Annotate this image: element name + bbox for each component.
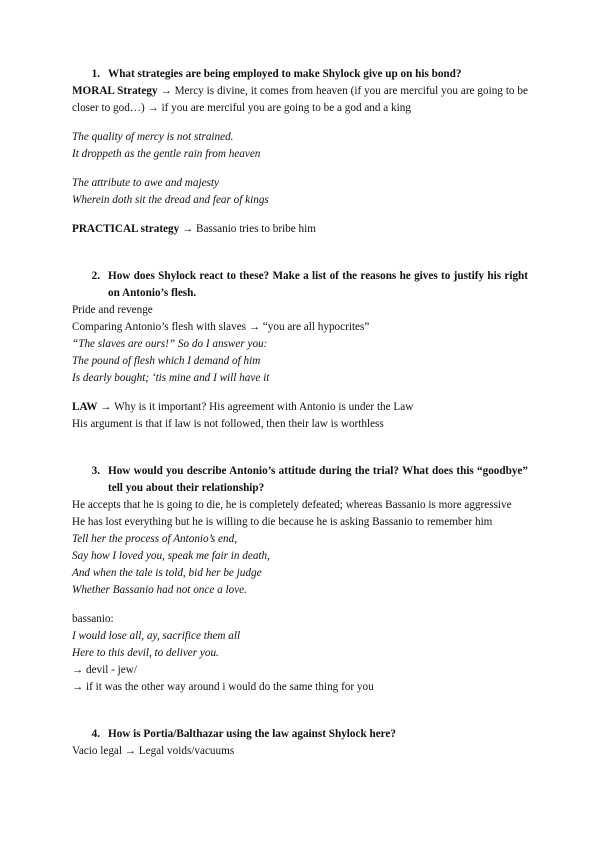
question-2 <box>72 268 528 302</box>
moral-strategy-paragraph <box>72 83 528 117</box>
quote-line: “The slaves are ours!” So do I answer you: <box>72 338 268 350</box>
note-line: → devil - jew/ <box>72 664 137 676</box>
question-4 <box>72 726 528 743</box>
law-paragraph <box>72 399 528 416</box>
practical-label: PRACTICAL strategy <box>72 223 180 235</box>
practical-text: → Bassanio tries to bribe him <box>179 223 316 235</box>
quote-line: And when the tale is told, bid her be judge <box>72 567 262 579</box>
answer-line: Pride and revenge <box>72 304 153 316</box>
law-label: LAW <box>72 401 98 413</box>
practical-strategy-paragraph <box>72 221 528 238</box>
question-number: 4. <box>91 728 100 740</box>
question-title: What strategies are being employed to make Shylock give up on his bond? <box>108 68 462 80</box>
moral-text: → Mercy is divine, it comes from heaven (if you are merciful you are going to be closer to god…) → if you are merciful you are going to be a god and a king <box>72 85 528 114</box>
document-page <box>72 66 528 760</box>
question-title: How is Portia/Balthazar using the law against Shylock here? <box>108 728 396 740</box>
note-line: → if it was the other way around i would do the same thing for you <box>72 681 374 693</box>
answer-paragraph: He has lost everything but he is willing to die because he is asking Bassanio to remember him <box>72 516 493 528</box>
quote-line: The attribute to awe and majesty <box>72 177 219 189</box>
question-number: 3. <box>91 465 100 477</box>
quote-line: The quality of mercy is not strained. <box>72 131 234 143</box>
law-text: → Why is it important? His agreement with Antonio is under the Law <box>97 401 414 413</box>
quote-line: Say how I loved you, speak me fair in death, <box>72 550 270 562</box>
quote-line: The pound of flesh which I demand of him <box>72 355 261 367</box>
answer-line: Vacio legal → Legal voids/vacuums <box>72 745 235 757</box>
speaker-label: bassanio: <box>72 613 114 625</box>
answer-line: His argument is that if law is not followed, then their law is worthless <box>72 418 384 430</box>
question-1 <box>72 66 528 83</box>
answer-line: Comparing Antonio’s flesh with slaves → “you are all hypocrites” <box>72 321 370 333</box>
question-number: 1. <box>91 68 100 80</box>
quote-line: Is dearly bought; ‘tis mine and I will have it <box>72 372 270 384</box>
question-title: How would you describe Antonio’s attitude during the trial? What does this “goodbye” tell you about their relationship? <box>108 465 528 494</box>
quote-line: Tell her the process of Antonio’s end, <box>72 533 238 545</box>
question-title: How does Shylock react to these? Make a list of the reasons he gives to justify his right on Antonio’s flesh. <box>108 270 528 299</box>
moral-label: MORAL Strategy <box>72 85 158 97</box>
quote-line: Wherein doth sit the dread and fear of kings <box>72 194 269 206</box>
quote-line: I would lose all, ay, sacrifice them all <box>72 630 241 642</box>
question-number: 2. <box>91 270 100 282</box>
answer-paragraph: He accepts that he is going to die, he is completely defeated; whereas Bassanio is more aggressive <box>72 499 512 511</box>
quote-line: It droppeth as the gentle rain from heaven <box>72 148 261 160</box>
quote-line: Whether Bassanio had not once a love. <box>72 584 247 596</box>
quote-line: Here to this devil, to deliver you. <box>72 647 219 659</box>
question-3 <box>72 463 528 497</box>
